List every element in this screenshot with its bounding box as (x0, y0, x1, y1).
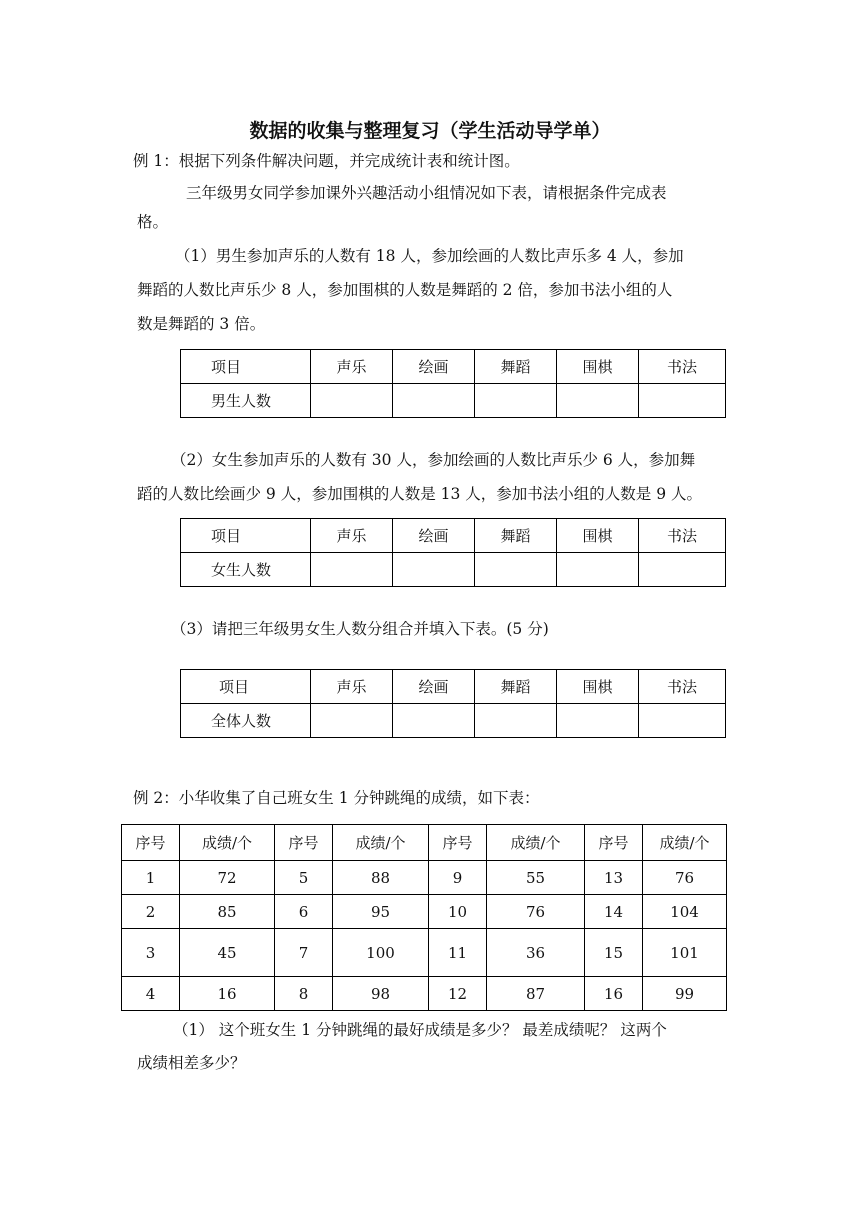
number-cell: 7 (275, 929, 333, 977)
girls-table (180, 518, 726, 587)
boys-table (180, 349, 726, 418)
score-cell: 76 (487, 895, 585, 929)
score-cell: 72 (180, 861, 275, 895)
table-row (122, 977, 727, 1011)
header-number: 序号 (275, 825, 333, 861)
header-score: 成绩/个 (333, 825, 429, 861)
number-cell: 6 (275, 895, 333, 929)
question2-line1: （2）女生参加声乐的人数有 30 人，参加绘画的人数比声乐少 6 人，参加舞 (171, 451, 696, 469)
table-header-row (181, 350, 726, 384)
table-header-row (181, 519, 726, 553)
header-go: 围棋 (557, 670, 639, 704)
score-cell: 55 (487, 861, 585, 895)
header-dance: 舞蹈 (475, 670, 557, 704)
score-cell: 45 (180, 929, 275, 977)
answer-cell[interactable] (475, 704, 557, 738)
score-cell: 98 (333, 977, 429, 1011)
answer-cell[interactable] (557, 704, 639, 738)
question3-line1: （3）请把三年级男女生人数分组合并填入下表。(5 分) (171, 620, 549, 638)
scores-table (121, 824, 727, 1011)
answer-cell[interactable] (311, 553, 393, 587)
answer-cell[interactable] (557, 553, 639, 587)
score-cell: 101 (643, 929, 727, 977)
example1-desc-line1: 三年级男女同学参加课外兴趣活动小组情况如下表，请根据条件完成表 (186, 184, 667, 202)
answer-cell[interactable] (311, 384, 393, 418)
example1-desc-line2: 格。 (137, 213, 169, 231)
question1-line3: 数是舞蹈的 3 倍。 (137, 315, 266, 333)
number-cell: 8 (275, 977, 333, 1011)
table-row (181, 384, 726, 418)
number-cell: 10 (429, 895, 487, 929)
header-calligraphy: 书法 (639, 519, 726, 553)
answer-cell[interactable] (393, 384, 475, 418)
number-cell: 16 (585, 977, 643, 1011)
example1-intro: 例 1：根据下列条件解决问题，并完成统计表和统计图。 (133, 152, 520, 170)
number-cell: 14 (585, 895, 643, 929)
number-cell: 4 (122, 977, 180, 1011)
header-score: 成绩/个 (180, 825, 275, 861)
score-cell: 95 (333, 895, 429, 929)
score-cell: 100 (333, 929, 429, 977)
header-dance: 舞蹈 (475, 350, 557, 384)
score-cell: 104 (643, 895, 727, 929)
header-go: 围棋 (557, 350, 639, 384)
answer-cell[interactable] (639, 704, 726, 738)
table-row (181, 704, 726, 738)
header-painting: 绘画 (393, 519, 475, 553)
example2-question1-line2: 成绩相差多少？ (137, 1054, 246, 1072)
answer-cell[interactable] (393, 704, 475, 738)
all-table (180, 669, 726, 738)
header-number: 序号 (122, 825, 180, 861)
row-label-girls: 女生人数 (181, 553, 311, 587)
header-dance: 舞蹈 (475, 519, 557, 553)
score-cell: 76 (643, 861, 727, 895)
header-item: 项目 (181, 519, 311, 553)
score-cell: 87 (487, 977, 585, 1011)
row-label-all: 全体人数 (181, 704, 311, 738)
table-row (122, 861, 727, 895)
answer-cell[interactable] (557, 384, 639, 418)
table-header-row (181, 670, 726, 704)
row-label-boys: 男生人数 (181, 384, 311, 418)
answer-cell[interactable] (639, 553, 726, 587)
number-cell: 12 (429, 977, 487, 1011)
answer-cell[interactable] (311, 704, 393, 738)
header-vocal: 声乐 (311, 350, 393, 384)
header-score: 成绩/个 (643, 825, 727, 861)
header-painting: 绘画 (393, 670, 475, 704)
answer-cell[interactable] (475, 553, 557, 587)
score-cell: 88 (333, 861, 429, 895)
header-item: 项目 (181, 670, 311, 704)
number-cell: 13 (585, 861, 643, 895)
header-item: 项目 (181, 350, 311, 384)
example2-question1-line1: （1） 这个班女生 1 分钟跳绳的最好成绩是多少？ 最差成绩呢？ 这两个 (173, 1021, 667, 1039)
number-cell: 5 (275, 861, 333, 895)
header-painting: 绘画 (393, 350, 475, 384)
header-calligraphy: 书法 (639, 350, 726, 384)
page-title: 数据的收集与整理复习（学生活动导学单） (249, 120, 611, 142)
number-cell: 1 (122, 861, 180, 895)
question2-line2: 蹈的人数比绘画少 9 人，参加围棋的人数是 13 人，参加书法小组的人数是 9 人。 (137, 485, 703, 503)
question1-line1: （1）男生参加声乐的人数有 18 人，参加绘画的人数比声乐多 4 人，参加 (175, 247, 684, 265)
example2-intro: 例 2：小华收集了自己班女生 1 分钟跳绳的成绩，如下表： (133, 789, 540, 807)
number-cell: 11 (429, 929, 487, 977)
header-calligraphy: 书法 (639, 670, 726, 704)
header-number: 序号 (585, 825, 643, 861)
table-row (122, 929, 727, 977)
question1-line2: 舞蹈的人数比声乐少 8 人，参加围棋的人数是舞蹈的 2 倍，参加书法小组的人 (137, 281, 673, 299)
table-row (181, 553, 726, 587)
header-vocal: 声乐 (311, 670, 393, 704)
number-cell: 3 (122, 929, 180, 977)
score-cell: 85 (180, 895, 275, 929)
score-cell: 36 (487, 929, 585, 977)
score-cell: 99 (643, 977, 727, 1011)
header-score: 成绩/个 (487, 825, 585, 861)
answer-cell[interactable] (393, 553, 475, 587)
header-vocal: 声乐 (311, 519, 393, 553)
table-row (122, 895, 727, 929)
score-cell: 16 (180, 977, 275, 1011)
header-number: 序号 (429, 825, 487, 861)
number-cell: 9 (429, 861, 487, 895)
number-cell: 15 (585, 929, 643, 977)
table-header-row (122, 825, 727, 861)
number-cell: 2 (122, 895, 180, 929)
answer-cell[interactable] (475, 384, 557, 418)
header-go: 围棋 (557, 519, 639, 553)
answer-cell[interactable] (639, 384, 726, 418)
